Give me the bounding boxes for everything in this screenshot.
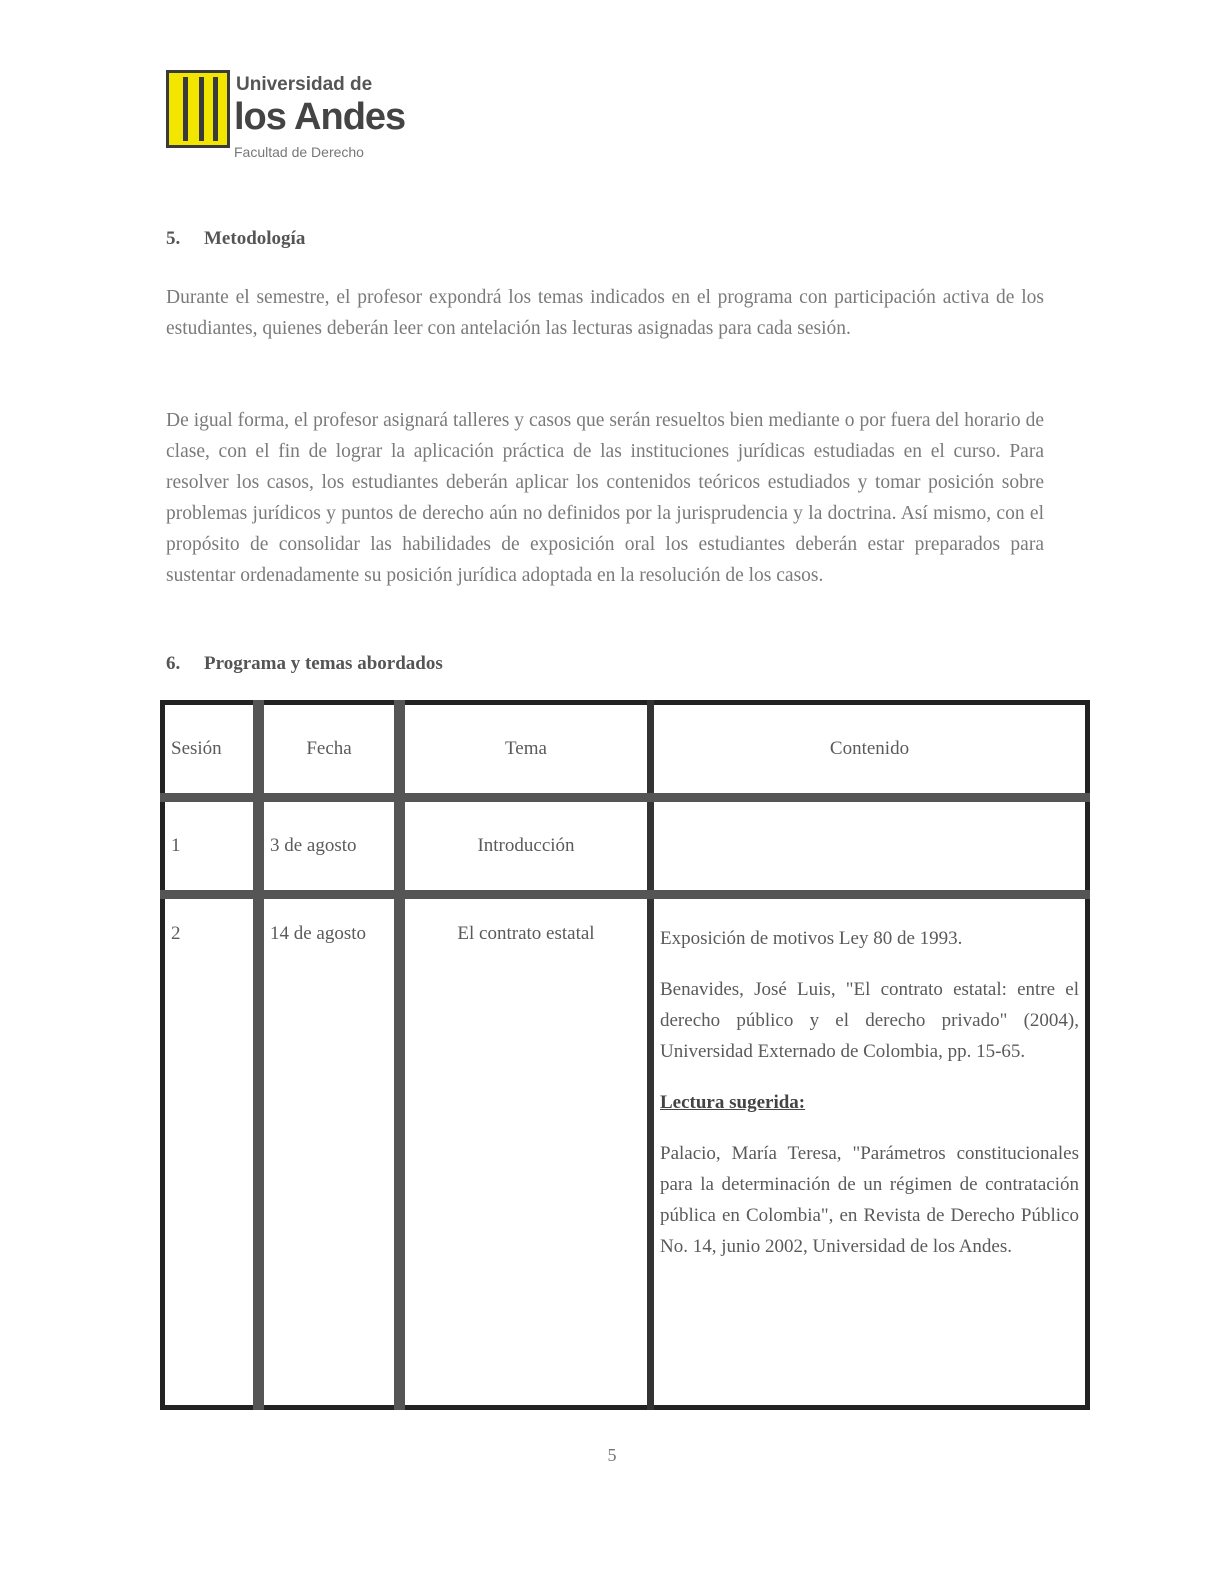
table-header-row [163, 703, 1088, 798]
header-content: Contenido [651, 703, 1088, 798]
methodology-paragraph-1: Durante el semestre, el profesor expondrá los temas indicados en el programa con participación activa de los estudiantes, quienes deberán leer con antelación las lecturas asignadas para cada sesión. [166, 287, 1044, 339]
section-number: 6. [166, 653, 181, 674]
table-row [163, 895, 1088, 1408]
logo-emblem-icon [166, 70, 230, 148]
university-logo [166, 70, 416, 170]
suggested-reading-label: Lectura sugerida: [660, 1092, 806, 1113]
content-reference: Benavides, José Luis, "El contrato estatal: entre el derecho público y el derecho privado" (2004), Universidad Externado de Colombia, pp. 15-65. [660, 979, 1079, 1062]
section-title: Metodología [204, 228, 306, 249]
methodology-paragraph-2: De igual forma, el profesor asignará talleres y casos que serán resueltos bien mediante o por fuera del horario de clase, con el fin de lograr la aplicación práctica de las instituciones jurídicas estudiadas en el curso. Para resolver los casos, los estudiantes deberán aplicar los contenidos teóricos estudiados y tomar posición sobre problemas jurídicos y puntos de derecho aún no definidos por la jurisprudencia y la doctrina. Así mismo, con el propósito de consolidar las habilidades de exposición oral los estudiantes deberán estar preparados para sustentar ordenadamente su posición jurídica adoptada en la resolución de los casos. [166, 410, 1044, 586]
section-number: 5. [166, 228, 181, 249]
program-table [160, 700, 1090, 1410]
table-row [163, 798, 1088, 895]
section-heading-program [166, 653, 443, 675]
logo-line-2: los Andes [234, 96, 406, 138]
cell-topic: Introducción [400, 798, 651, 895]
content-reference: Exposición de motivos Ley 80 de 1993. [660, 928, 963, 949]
header-topic: Tema [400, 703, 651, 798]
logo-line-3: Facultad de Derecho [234, 144, 364, 160]
header-date: Fecha [259, 703, 400, 798]
cell-content [651, 895, 1088, 1408]
cell-session: 2 [163, 895, 259, 1408]
cell-date: 3 de agosto [259, 798, 400, 895]
section-title: Programa y temas abordados [204, 653, 443, 674]
header-session: Sesión [163, 703, 259, 798]
cell-topic: El contrato estatal [400, 895, 651, 1408]
section-heading-methodology [166, 228, 305, 250]
cell-session: 1 [163, 798, 259, 895]
logo-line-1: Universidad de [236, 74, 373, 95]
page-number: 5 [607, 1445, 617, 1465]
cell-content [651, 798, 1088, 895]
content-reference: Palacio, María Teresa, "Parámetros constitucionales para la determinación de un régimen de contratación pública en Colombia", en Revista de Derecho Público No. 14, junio 2002, Universidad de los Andes. [660, 1143, 1079, 1257]
cell-date: 14 de agosto [259, 895, 400, 1408]
